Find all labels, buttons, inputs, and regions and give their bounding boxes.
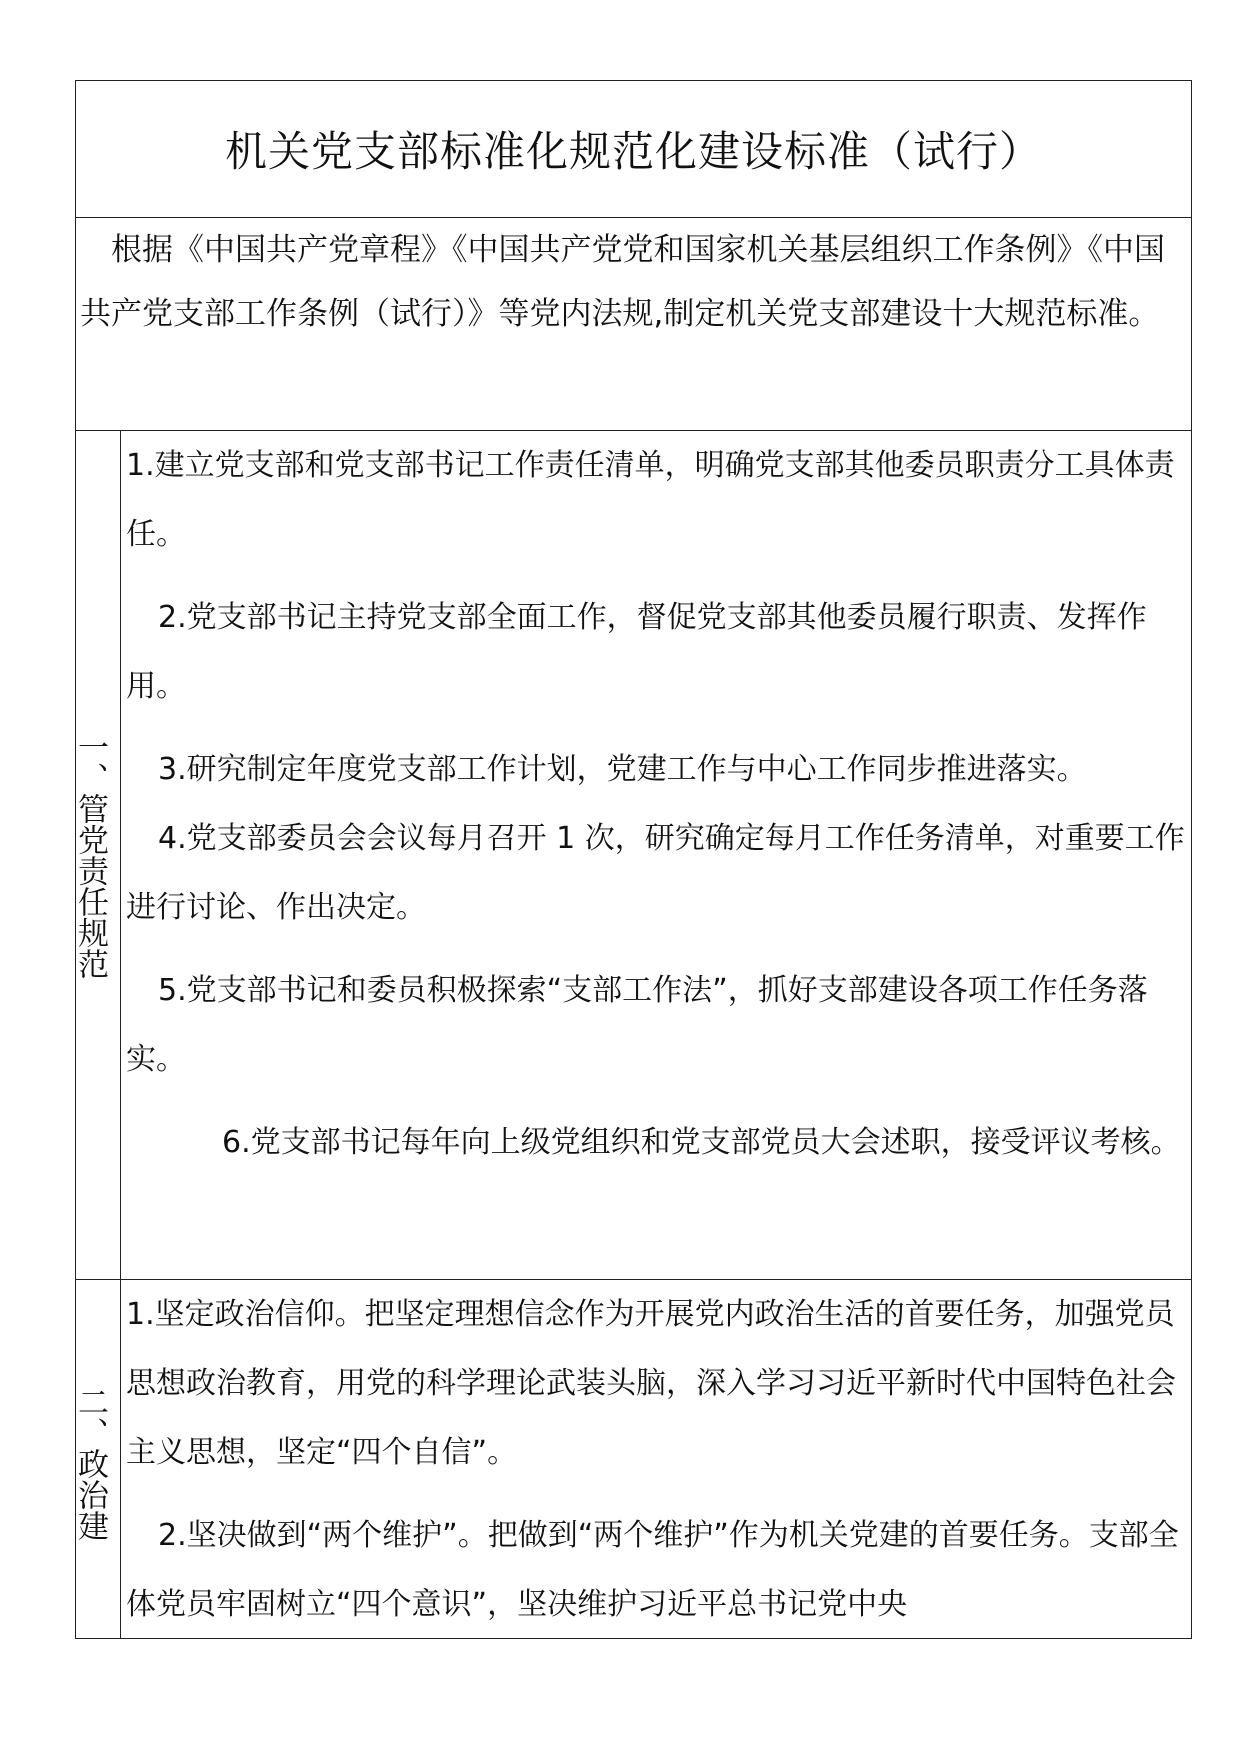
list-item: 5.党支部书记和委员积极探索“支部工作法”，抓好支部建设各项工作任务落实。 — [126, 973, 1148, 1077]
document-title: 机关党支部标准化规范化建设标准（试行） — [224, 127, 1042, 176]
document-table — [72, 80, 1192, 1639]
intro-row — [76, 218, 1191, 431]
intro-paragraph: 根据《中国共产党章程》《中国共产党党和国家机关基层组织工作条例》《中国共产党支部工作条例（试行）》等党内法规,制定机关党支部建设十大规范标准。 — [80, 232, 1165, 332]
list-item: 1.坚定政治信仰。把坚定理想信念作为开展党内政治生活的首要任务，加强党员思想政治教育，用党的科学理论武装头脑，深入学习习近平新时代中国特色社会主义思想，坚定“四个自信”。 — [126, 1297, 1176, 1470]
section-political-building — [72, 1280, 1191, 1638]
section-label-cell — [72, 1280, 121, 1638]
section-label: 二、政治建 — [72, 1385, 108, 1541]
section-party-responsibility — [72, 431, 1191, 1280]
section-content — [121, 1280, 1191, 1638]
section-label-cell — [72, 431, 121, 1279]
section-content — [121, 431, 1191, 1279]
list-item: 3.研究制定年度党支部工作计划，党建工作与中心工作同步推进落实。 — [158, 752, 1087, 787]
section-label: 一、管党责任规范 — [72, 731, 108, 979]
list-item: 1.建立党支部和党支部书记工作责任清单，明确党支部其他委员职责分工具体责任。 — [126, 448, 1175, 552]
title-row — [76, 81, 1191, 218]
list-item: 6.党支部书记每年向上级党组织和党支部党员大会述职，接受评议考核。 — [222, 1125, 1181, 1160]
list-item: 2.坚决做到“两个维护”。把做到“两个维护”作为机关党建的首要任务。支部全体党员牢固树立“四个意识”，坚决维护习近平总书记党中央 — [126, 1518, 1179, 1622]
list-item: 4.党支部委员会会议每月召开 1 次，研究确定每月工作任务清单，对重要工作进行讨论、作出决定。 — [126, 821, 1185, 925]
list-item: 2.党支部书记主持党支部全面工作，督促党支部其他委员履行职责、发挥作用。 — [126, 600, 1147, 704]
